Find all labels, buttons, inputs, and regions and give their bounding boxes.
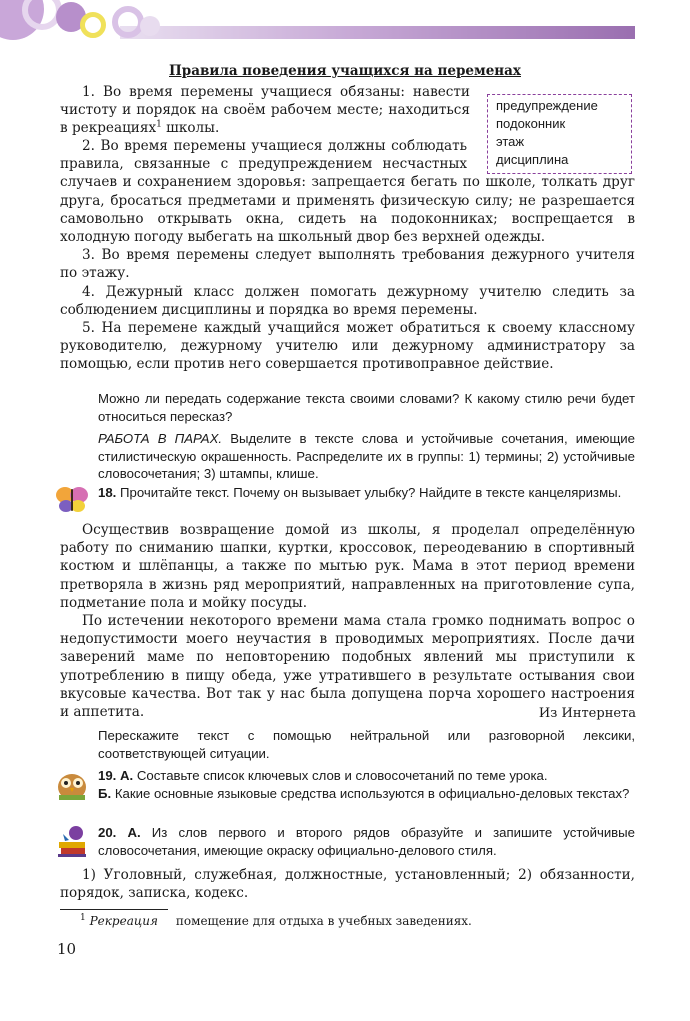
task-19-number: 19. А. xyxy=(98,768,134,783)
page-number: 10 xyxy=(57,940,77,958)
vocab-word: предупреждение xyxy=(496,98,598,113)
story-source: Из Интернета xyxy=(538,706,636,721)
footnote-term: Рекреация xyxy=(89,914,158,928)
footnote-text: помещение для отдыха в учебных заведениях. xyxy=(175,914,472,928)
rule-1: 1. Во время перемены учащиеся обязаны: навести чистоту и порядок на своём рабочем месте; находиться в рекреациях$^1$ школы. xyxy=(60,84,470,137)
task-18: 18. Прочитайте текст. Почему он вызывает улыбку? Найдите в тексте канцеляризмы. xyxy=(98,485,622,500)
story-text xyxy=(60,521,635,721)
footnote-rule xyxy=(60,909,168,910)
rules-narrow xyxy=(60,83,470,138)
story-paragraph-1: Осуществив возвращение домой из школы, я проделал определённую работу по сниманию шапки, куртки, кроссовок, переодеванию в спортивный костюм и шлёпанцы, а также по мытью рук. Мама в этот период времени претворяла в жизнь ряд мероприятий, направленных на приготовление супа, подметание пола и мойку посуды. xyxy=(60,522,635,611)
footnote: $^1$ Рекреация помещение для отдыха в учебных заведениях. xyxy=(80,913,472,928)
page-title: Правила поведения учащихся на переменах xyxy=(169,63,521,79)
rule-4: 4. Дежурный класс должен помогать дежурному учителю следить за соблюдением дисциплины и порядка во время перемены. xyxy=(60,283,635,318)
rule-2-container xyxy=(60,137,635,374)
owl-icon xyxy=(55,769,89,801)
question-style: Можно ли передать содержание текста своими словами? К какому стилю речи будет относиться пересказ? xyxy=(98,391,635,424)
rule-2: 2. Во время перемены учащиеся должны соблюдать правила, связанные с предупреждением несчастных случаев и сохранением здоровья: запрещается бегать по школе, толкать друг друга, бросаться предметами и применять физическую силу; не разрешается самовольно открывать окна, сидеть на подоконниках; воспрещается в холодную погоду выбегать на школьный двор без верхней одежды. xyxy=(60,138,635,246)
header-decoration xyxy=(0,0,690,48)
word-rows: 1) Уголовный, служебная, должностные, установленный; 2) обязанности, порядок, записка, кодекс. xyxy=(60,867,635,902)
decor-circle xyxy=(80,12,106,38)
retell-task: Перескажите текст с помощью нейтральной или разговорной лексики, соответствующей ситуации. xyxy=(98,728,635,761)
task-19-b-label: Б. xyxy=(98,785,112,801)
task-19: 19. А. Составьте список ключевых слов и словосочетаний по теме урока. Б. Какие основные языковые средства используются в официально-деловых текстах? xyxy=(98,768,630,801)
vocab-word: дисциплина xyxy=(496,152,569,167)
rule-3: 3. Во время перемены следует выполнять требования дежурного учителя по этажу. xyxy=(60,247,635,282)
pair-task-label: РАБОТА В ПАРАХ. xyxy=(98,431,223,446)
butterfly-icon xyxy=(55,484,89,514)
task-20: 20. А. Из слов первого и второго рядов образуйте и запишите устойчивые словосочетания, имеющие окраску официально-делового стиля. xyxy=(98,825,635,858)
pair-task: РАБОТА В ПАРАХ. Выделите в тексте слова и устойчивые сочетания, имеющие стилистическую окрашенность. Распределите их в группы: 1) термины; 2) устойчивые словосочетания; 3) штампы, клише. xyxy=(98,431,635,481)
vocab-word: этаж xyxy=(496,134,525,149)
header-bar xyxy=(120,26,635,39)
question-block xyxy=(98,390,635,483)
story-paragraph-2: По истечении некоторого времени мама стала громко поднимать вопрос о недопустимости моего неучастия в проводимых мероприятиях. После дачи заверений маме по неповторению подобных явлений мы приступили к употреблению в пищу обеда, уже утратившего в результате остывания свои вкусовые качества. Вот так у нас была допущена порча хорошего настроения и аппетита. xyxy=(60,613,635,721)
books-icon xyxy=(55,824,89,858)
task-18-number: 18. xyxy=(98,485,117,500)
task-20-number: 20. А. xyxy=(98,825,141,840)
decor-circle xyxy=(140,16,160,36)
vocab-word: подоконник xyxy=(496,116,566,131)
rule-5: 5. На перемене каждый учащийся может обратиться к своему классному руководителю, дежурному учителю или дежурному администратору за помощью, если против него совершается противоправное действие. xyxy=(60,320,635,373)
decor-circle xyxy=(112,6,144,38)
